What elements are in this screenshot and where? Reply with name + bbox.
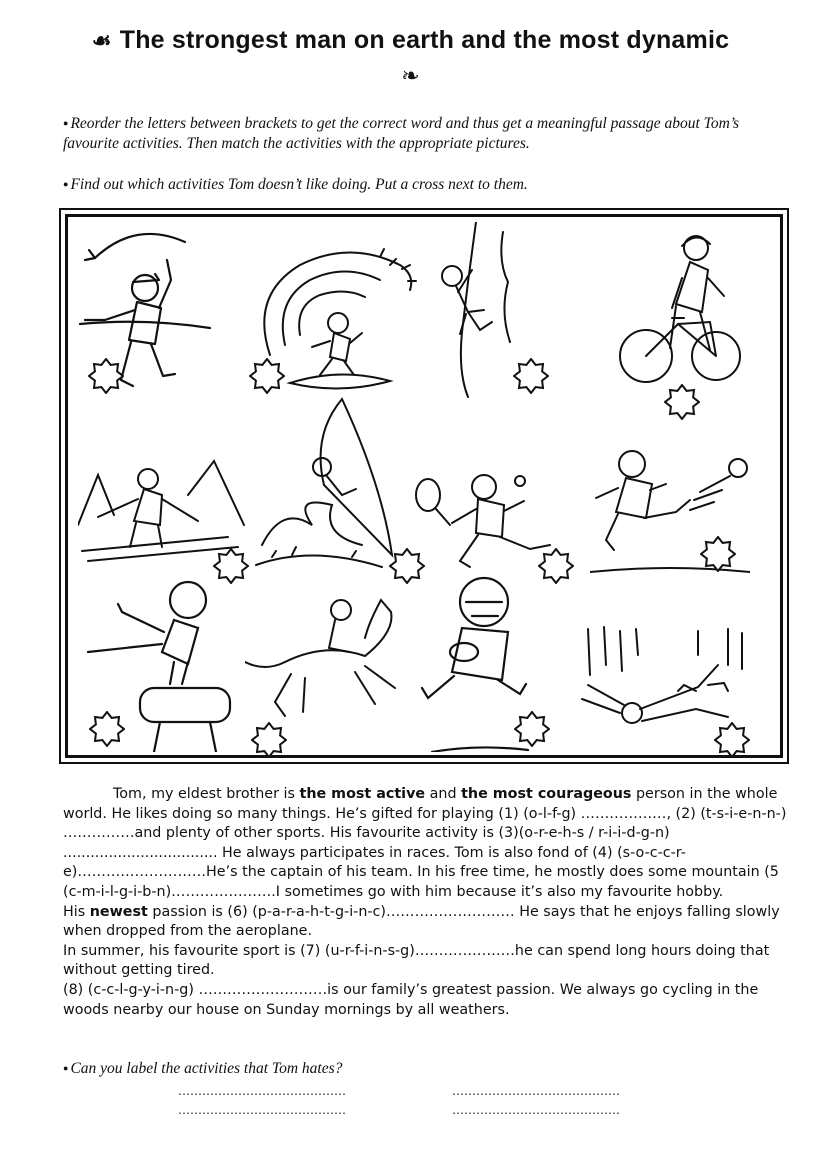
- passage-text: His: [63, 903, 90, 920]
- passage-text: person in the whole world. He likes doing so many things. He’s gifted for playing (1) (o-l-f-g) ………………, (2) (t-s-i-e-n-n-) ……………and plenty of other sports. His favourite activity is (3)(o-r-e-h-s / r-i-i-d-g-n) .................................. He always participates in races. Tom is also fond of (4) (s-o-c-c-r-e)………………………He’s the captain of his team. In his free time, he mostly does some mountain (5 (c-m-i-l-g-i-b-n)………………….I sometimes go with him because it’s also my favourite hobby.: [63, 786, 787, 900]
- passage-bold: newest: [89, 903, 148, 920]
- passage-paragraph-2: [63, 903, 793, 942]
- answer-line-4[interactable]: ……………………………………: [452, 1103, 620, 1117]
- passage-paragraph-3: In summer, his favourite sport is (7) (u-r-f-i-n-s-g)…………………he can spend long hours doing that without getting tired.: [63, 942, 770, 979]
- passage-bold: the most active: [299, 786, 426, 802]
- instruction-1: [63, 113, 775, 154]
- passage-text: passion is (6) (p-a-r-a-h-t-g-i-n-c)……………………… He says that he enjoys falling slowly when dropped from the aeroplane.: [63, 903, 780, 940]
- answer-line-2[interactable]: ……………………………………: [452, 1084, 620, 1098]
- star-answer-box-4[interactable]: [664, 384, 700, 420]
- bullet-icon: ●: [63, 1063, 69, 1073]
- cycling-picture: [612, 228, 742, 403]
- reading-passage: [63, 785, 793, 1020]
- star-answer-box-6[interactable]: [389, 548, 425, 584]
- instruction-2-text: Find out which activities Tom doesn’t like doing. Put a cross next to them.: [70, 176, 528, 193]
- star-answer-box-11[interactable]: [514, 711, 550, 747]
- passage-paragraph-1: [63, 785, 793, 903]
- instruction-1-text: Reorder the letters between brackets to get the correct word and thus get a meaningful passage about Tom’s favourite activities. Then match the activities with the appropriate pictures.: [63, 115, 740, 152]
- passage-text: and: [425, 786, 462, 802]
- final-question-text: Can you label the activities that Tom hates?: [70, 1060, 343, 1077]
- bullet-icon: ●: [63, 179, 69, 189]
- star-answer-box-1[interactable]: [88, 358, 124, 394]
- horse-riding-picture: [245, 592, 405, 732]
- bullet-icon: ●: [63, 118, 69, 128]
- instruction-2: [63, 174, 775, 195]
- passage-bold: the most courageous: [461, 786, 632, 802]
- climbing-picture: [428, 222, 518, 402]
- title-text: The strongest man on earth and the most dynamic: [119, 26, 730, 54]
- passage-paragraph-4: (8) (c-c-l-g-y-i-n-g) ………………………is our family’s greatest passion. We always go cycling in the woods nearby our house on Sunday mornings by all weathers.: [63, 981, 759, 1018]
- ornament-below-icon: ❧: [401, 64, 420, 89]
- answer-line-1[interactable]: ……………………………………: [178, 1084, 346, 1098]
- star-answer-box-7[interactable]: [538, 548, 574, 584]
- star-answer-box-10[interactable]: [251, 722, 287, 758]
- star-answer-box-9[interactable]: [89, 711, 125, 747]
- star-answer-box-5[interactable]: [213, 548, 249, 584]
- answer-line-3[interactable]: ……………………………………: [178, 1103, 346, 1117]
- page-title: [0, 26, 821, 55]
- final-question: [63, 1060, 342, 1078]
- star-answer-box-8[interactable]: [700, 536, 736, 572]
- windsurfing-picture: [252, 395, 412, 575]
- passage-text: Tom, my eldest brother is: [113, 786, 300, 802]
- star-answer-box-2[interactable]: [249, 358, 285, 394]
- star-answer-box-12[interactable]: [714, 722, 750, 758]
- star-answer-box-3[interactable]: [513, 358, 549, 394]
- ornament-icon: ☙: [91, 28, 112, 53]
